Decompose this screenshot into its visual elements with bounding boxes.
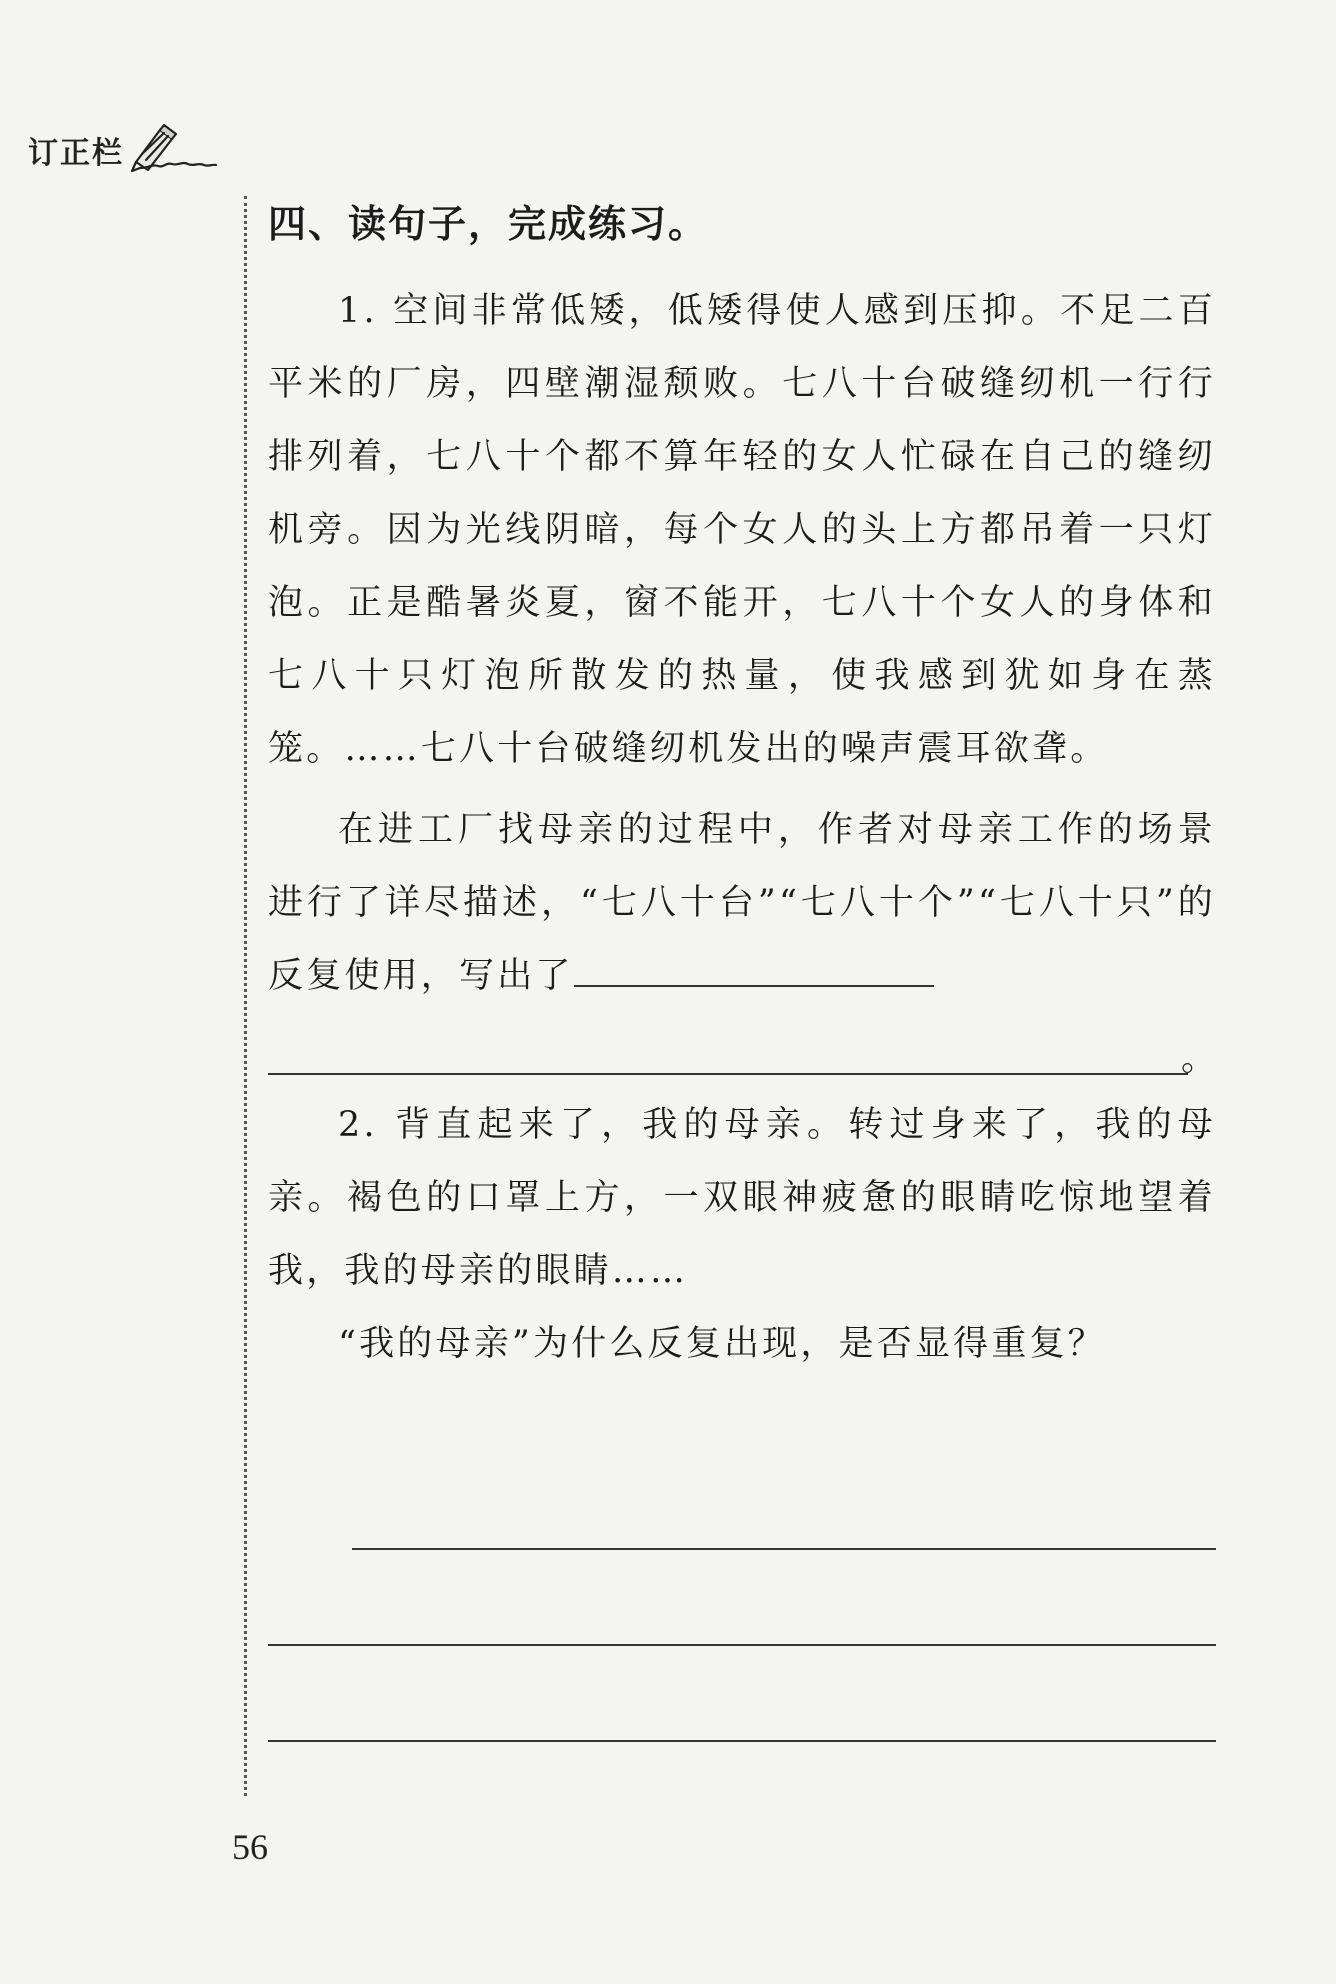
pencil-icon bbox=[126, 124, 218, 172]
correction-column-divider bbox=[244, 196, 247, 1796]
question-2-answer-line-3[interactable] bbox=[268, 1740, 1216, 1742]
question-1-answer-line[interactable] bbox=[268, 1073, 1188, 1075]
correction-column-header bbox=[28, 124, 218, 172]
section-title: 四、读句子，完成练习。 bbox=[268, 202, 709, 246]
question-2-answer-line-1[interactable] bbox=[352, 1548, 1216, 1550]
question-1-passage: 1. 空间非常低矮，低矮得使人感到压抑。不足二百平米的厂房，四壁潮湿颓败。七八十台破缝纫机一行行排列着，七八十个都不算年轻的女人忙碌在自己的缝纫机旁。因为光线阴暗，每个女人的头上方都吊着一只灯泡。正是酷暑炎夏，窗不能开，七八十个女人的身体和七八十只灯泡所散发的热量，使我感到犹如身在蒸笼。……七八十台破缝纫机发出的噪声震耳欲聋。 bbox=[268, 291, 1216, 769]
page-number: 56 bbox=[232, 1827, 268, 1867]
question-2-answer-line-2[interactable] bbox=[268, 1644, 1216, 1646]
exercise-content bbox=[268, 196, 1216, 1381]
correction-column-label: 订正栏 bbox=[28, 136, 124, 171]
question-1-answer-line-inline[interactable] bbox=[574, 955, 934, 987]
question-2-passage: 2. 背直起来了，我的母亲。转过身来了，我的母亲。褐色的口罩上方，一双眼神疲惫的眼睛吃惊地望着我，我的母亲的眼睛…… bbox=[268, 1105, 1216, 1291]
question-1-answer-row bbox=[268, 1013, 1216, 1089]
question-1-prompt-text: 在进工厂找母亲的过程中，作者对母亲工作的场景进行了详尽描述，“七八十台”“七八十个”“七八十只”的反复使用，写出了 bbox=[268, 810, 1216, 996]
question-2-prompt: “我的母亲”为什么反复出现，是否显得重复？ bbox=[338, 1324, 1106, 1364]
question-1-end-mark: 。 bbox=[1180, 1039, 1216, 1079]
question-1-prompt bbox=[268, 794, 1216, 1013]
